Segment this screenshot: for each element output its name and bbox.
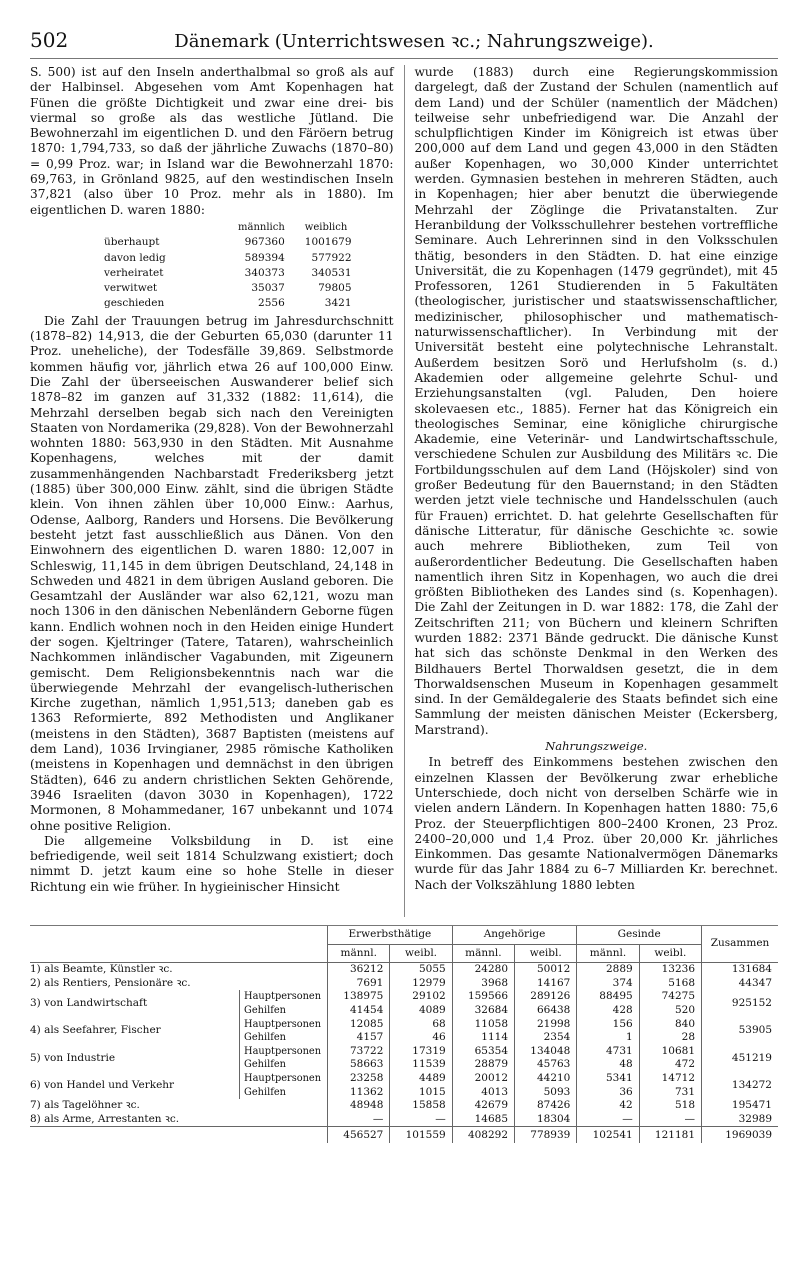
- total-cell: 134272: [702, 1072, 778, 1099]
- cell: 4157: [328, 1031, 390, 1045]
- cell: 1114: [452, 1031, 514, 1045]
- table-row: [30, 1113, 778, 1127]
- cell: 74275: [639, 990, 701, 1004]
- row-label: 3) von Landwirtschaft: [30, 997, 148, 1010]
- cell: 12085: [328, 1018, 390, 1032]
- cell: 840: [639, 1018, 701, 1032]
- cell: 35037: [251, 282, 285, 295]
- row-label: 8) als Arme, Arrestanten ꝛc.: [30, 1112, 180, 1125]
- cell: 88495: [577, 990, 639, 1004]
- cell: 48948: [328, 1099, 390, 1113]
- cell: 20012: [452, 1072, 514, 1086]
- cell: 11058: [452, 1018, 514, 1032]
- page-number: 502: [30, 28, 69, 52]
- paragraph: Die Zahl der Trauungen betrug im Jahresdurchschnitt (1878–82) 14,913, die der Geburten 65,030 (darunter 11 Proz. uneheliche), der Todesfälle 39,869. Selbstmorde kommen häufig vor, jährlich etwa 26 auf 100,000 Einw. Die Zahl der überseeischen Auswanderer belief sich 1878–82 im ganzen auf 31,332 (1882: 11,614), die Mehrzahl derselben begab sich nach den Vereinigten Staaten von Nordamerika (29,828). Von der Bewohnerzahl wohnten 1880: 563,930 in den Städten. Mit Ausnahme Kopenhagens, welches mit der damit zusammenhängenden Nachbarstadt Frederiksberg jetzt (1885) über 300,000 Einw. zählt, sind die übrigen Städte klein. Von ihnen zählen über 10,000 Einw.: Aarhus, Odense, Aalborg, Randers und Horsens. Die Bevölkerung besteht jetzt fast ausschließlich aus Dänen. Von den Einwohnern des eigentlichen D. waren 1880: 12,007 in Schleswig, 11,145 in dem übrigen Deutschland, 24,148 in Schweden und 4821 in dem übrigen Ausland geboren. Die Gesamtzahl der Ausländer war also 62,121, wozu man noch 1306 in den dänischen Nebenländern Geborne fügen kann. Endlich wohnen noch in den Heiden einige Hundert der sogen. Kjeltringer (Tatere, Tataren), wahrscheinlich Nachkommen inländischer Vagabunden, mit Zigeunern gemischt. Dem Religionsbekenntnis nach war die überwiegende Mehrzahl der evangelisch-lutherischen Kirche zugethan, nämlich 1,951,513; daneben gab es 1363 Reformierte, 892 Methodisten und Anglikaner (meistens in den Städten), 3687 Baptisten (meistens auf dem Land), 1036 Irvingianer, 2985 römische Katholiken (meistens in Kopenhagen und demnächst in den übrigen Städten), 646 zu andern christlichen Sekten Gehörende, 3946 Israeliten (davon 3030 in Kopenhagen), 1722 Mormonen, 8 Mohammedaner, 167 unbekannt und 1074 ohne positive Religion.: [30, 313, 394, 833]
- table-row: [30, 977, 778, 991]
- cell: —: [328, 1113, 390, 1127]
- table-row: [100, 281, 362, 296]
- cell: 46: [390, 1031, 452, 1045]
- page-header: [30, 28, 778, 59]
- cell: 374: [577, 977, 639, 991]
- cell: 340531: [311, 266, 352, 279]
- cell: 42679: [452, 1099, 514, 1113]
- paragraph: Die allgemeine Volksbildung in D. ist eine befriedigende, weil seit 1814 Schulzwang existiert; doch nimmt D. jetzt kaum eine so hohe Stelle in dieser Richtung ein wie früher. In hygieinischer Hinsicht: [30, 833, 394, 894]
- cell: 29102: [390, 990, 452, 1004]
- row-label: 7) als Tagelöhner ꝛc.: [30, 1099, 140, 1112]
- table-row: [30, 1072, 778, 1086]
- cell: 472: [639, 1058, 701, 1072]
- column-header: männlich: [238, 221, 285, 233]
- row-label: 5) von Industrie: [30, 1051, 116, 1064]
- table-row: [100, 235, 362, 250]
- cell: 731: [639, 1086, 701, 1100]
- total-cell: 44347: [702, 977, 778, 991]
- column-group-header: Erwerbsthätige: [328, 926, 453, 944]
- cell: 65354: [452, 1045, 514, 1059]
- sub-label: Hauptpersonen: [240, 1045, 328, 1059]
- column-group-header: Angehörige: [452, 926, 577, 944]
- column-header: weibl.: [515, 944, 577, 963]
- row-label: verheiratet: [104, 266, 164, 279]
- paragraph: wurde (1883) durch eine Regierungskommission dargelegt, daß der Zustand der Schulen (namentlich auf dem Land) und der Schüler (namentlich der Mädchen) teilweise sehr unbefriedigend war. Die Anzahl der schulpflichtigen Kinder im Königreich ist etwas über 200,000 auf dem Land und gegen 43,000 in den Städten außer Kopenhagen, wo 30,000 Kinder unterrichtet werden. Gymnasien bestehen in mehreren Städten, auch in Kopenhagen; hier aber benutzt die überwiegende Mehrzahl der Zöglinge die Privatanstalten. Zur Heranbildung der Volksschullehrer bestehen vortreffliche Seminare. Auch Lehrerinnen sind in den Volksschulen thätig, besonders in den Städten. D. hat eine einzige Universität, die zu Kopenhagen (1479 gegründet), mit 45 Professoren, 1261 Studierenden in 5 Fakultäten (theologischer, juristischer und staatswissenschaftlicher, medizinischer, philosophischer und mathematisch-naturwissenschaftlicher). In Verbindung mit der Universität besteht eine polytechnische Lehranstalt. Außerdem besitzen Sorö und Herlufsholm (s. d.) Akademien oder allgemeine gelehrte Schul- und Erziehungsanstalten (vgl. Paluden, Den hoiere skolevaesen etc., 1885). Ferner hat das Königreich ein theologisches Seminar, eine königliche chirurgische Akademie, eine Veterinär- und Landwirtschaftsschule, verschiedene Schulen zur Ausbildung des Militärs ꝛc. Die Fortbildungsschulen auf dem Land (Höjskoler) sind von großer Bedeutung für den Bauernstand; in den Städten werden jetzt viele technische und Handelsschulen (auch für Frauen) errichtet. D. hat gelehrte Gesellschaften für dänische Litteratur, für dänische Geschichte ꝛc. sowie auch mehrere Bibliotheken, zum Teil von außerordentlicher Bedeutung. Die Gesellschaften haben namentlich ihren Sitz in Kopenhagen, wo auch die drei größten Bibliotheken des Landes sind (s. Kopenhagen). Die Zahl der Zeitungen in D. war 1882: 178, die Zahl der Zeitschriften 211; von Büchern und kleinern Schriften wurden 1882: 2371 Bände gedruckt. Die dänische Kunst hat sich das schönste Denkmal in den Werken des Bildhauers Bertel Thorwaldsen gesetzt, die in dem Thorwaldsenschen Museum in Kopenhagen gesammelt sind. In der Gemäldegalerie des Staats befindet sich eine Sammlung der meisten dänischen Meister (Eckersberg, Marstrand).: [414, 65, 778, 737]
- column-header: weiblich: [304, 221, 348, 233]
- cell: 4089: [390, 1004, 452, 1018]
- total-cell: 32989: [702, 1113, 778, 1127]
- cell: 24280: [452, 963, 514, 977]
- cell: 5055: [390, 963, 452, 977]
- cell: 4013: [452, 1086, 514, 1100]
- row-label: 4) als Seefahrer, Fischer: [30, 1024, 161, 1037]
- cell: 11539: [390, 1058, 452, 1072]
- cell: —: [390, 1113, 452, 1127]
- column-group-header: Gesinde: [577, 926, 702, 944]
- cell: 2354: [515, 1031, 577, 1045]
- row-label: 6) von Handel und Verkehr: [30, 1078, 175, 1091]
- cell: 18304: [515, 1113, 577, 1127]
- cell: 48: [577, 1058, 639, 1072]
- cell: 14167: [515, 977, 577, 991]
- cell: 41454: [328, 1004, 390, 1018]
- cell: 428: [577, 1004, 639, 1018]
- total-cell: 101559: [390, 1127, 452, 1143]
- cell: 11362: [328, 1086, 390, 1100]
- row-label: 2) als Rentiers, Pensionäre ꝛc.: [30, 976, 191, 989]
- cell: —: [639, 1113, 701, 1127]
- cell: 44210: [515, 1072, 577, 1086]
- running-title: Dänemark (Unterrichtswesen ꝛc.; Nahrungszweige).: [174, 31, 654, 52]
- cell: 14712: [639, 1072, 701, 1086]
- occupation-table-section: [30, 925, 778, 1143]
- totals-row: [30, 1127, 778, 1143]
- cell: 12979: [390, 977, 452, 991]
- column-header: weibl.: [639, 944, 701, 963]
- table-row: [30, 1045, 778, 1059]
- cell: 520: [639, 1004, 701, 1018]
- row-label: geschieden: [104, 297, 165, 310]
- table-header-row: [100, 220, 362, 235]
- cell: 14685: [452, 1113, 514, 1127]
- cell: 1015: [390, 1086, 452, 1100]
- cell: 3968: [452, 977, 514, 991]
- sub-label: Hauptpersonen: [240, 1072, 328, 1086]
- sub-label: Gehilfen: [240, 1031, 328, 1045]
- cell: 2556: [258, 297, 285, 310]
- cell: 42: [577, 1099, 639, 1113]
- cell: 28879: [452, 1058, 514, 1072]
- sub-label: Gehilfen: [240, 1058, 328, 1072]
- cell: 5168: [639, 977, 701, 991]
- table-row: [30, 1099, 778, 1113]
- column-header: männl.: [577, 944, 639, 963]
- cell: 36: [577, 1086, 639, 1100]
- total-cell: 778939: [515, 1127, 577, 1143]
- cell: 50012: [515, 963, 577, 977]
- cell: 1: [577, 1031, 639, 1045]
- cell: 5093: [515, 1086, 577, 1100]
- cell: 577922: [311, 251, 352, 264]
- section-heading: Nahrungszweige.: [545, 739, 648, 754]
- table-row: [30, 1018, 778, 1032]
- total-cell: 408292: [452, 1127, 514, 1143]
- row-label: davon ledig: [104, 251, 166, 264]
- cell: 7691: [328, 977, 390, 991]
- cell: 138975: [328, 990, 390, 1004]
- sub-label: Gehilfen: [240, 1004, 328, 1018]
- table-row: [100, 251, 362, 266]
- sub-label: Hauptpersonen: [240, 1018, 328, 1032]
- cell: 15858: [390, 1099, 452, 1113]
- table-row: [100, 266, 362, 281]
- cell: 10681: [639, 1045, 701, 1059]
- cell: 87426: [515, 1099, 577, 1113]
- cell: 340373: [244, 266, 285, 279]
- row-label: 1) als Beamte, Künstler ꝛc.: [30, 963, 173, 976]
- left-column: [30, 65, 405, 917]
- cell: 28: [639, 1031, 701, 1045]
- cell: 589394: [244, 251, 285, 264]
- total-cell: 925152: [702, 990, 778, 1017]
- cell: 5341: [577, 1072, 639, 1086]
- cell: 1001679: [304, 236, 352, 249]
- total-cell: 102541: [577, 1127, 639, 1143]
- cell: 66438: [515, 1004, 577, 1018]
- total-cell: 456527: [328, 1127, 390, 1143]
- table-row: [30, 963, 778, 977]
- sub-label: Gehilfen: [240, 1086, 328, 1100]
- cell: 289126: [515, 990, 577, 1004]
- table-row: [100, 296, 362, 311]
- row-label: verwitwet: [104, 282, 158, 295]
- cell: 23258: [328, 1072, 390, 1086]
- marital-status-table: [100, 220, 362, 312]
- cell: 518: [639, 1099, 701, 1113]
- cell: 134048: [515, 1045, 577, 1059]
- paragraph: S. 500) ist auf den Inseln anderthalbmal so groß als auf der Halbinsel. Abgesehen vom Amt Kopenhagen hat Fünen die größte Dichtigkeit und zwar eine drei- bis viermal so große als das westliche Jütland. Die Bewohnerzahl im eigentlichen D. und den Färöern betrug 1870: 1,794,733, so daß der jährliche Zuwachs (1870–80) = 0,99 Proz. war; in Island war die Bewohnerzahl 1870: 69,763, in Grönland 9825, auf den westindischen Inseln 37,821 (also über 10 Proz. mehr als in 1880). Im eigentlichen D. waren 1880:: [30, 65, 394, 217]
- cell: 2889: [577, 963, 639, 977]
- cell: 17319: [390, 1045, 452, 1059]
- cell: —: [577, 1113, 639, 1127]
- cell: 68: [390, 1018, 452, 1032]
- right-column: [405, 65, 779, 917]
- cell: 36212: [328, 963, 390, 977]
- grand-total-cell: 1969039: [702, 1127, 778, 1143]
- column-header: weibl.: [390, 944, 452, 963]
- cell: 79805: [318, 282, 352, 295]
- total-cell: 451219: [702, 1045, 778, 1072]
- table-header-row: [30, 926, 778, 944]
- total-cell: 195471: [702, 1099, 778, 1113]
- cell: 45763: [515, 1058, 577, 1072]
- cell: 156: [577, 1018, 639, 1032]
- cell: 967360: [244, 236, 285, 249]
- cell: 58663: [328, 1058, 390, 1072]
- text-columns: [30, 65, 778, 917]
- table-row: [30, 990, 778, 1004]
- column-group-header: Zusammen: [702, 926, 778, 963]
- cell: 32684: [452, 1004, 514, 1018]
- cell: 4731: [577, 1045, 639, 1059]
- total-cell: 53905: [702, 1018, 778, 1045]
- cell: 4489: [390, 1072, 452, 1086]
- paragraph: In betreff des Einkommens bestehen zwischen den einzelnen Klassen der Bevölkerung zwar erhebliche Unterschiede, doch nicht von derselben Schärfe wie in vielen andern Ländern. In Kopenhagen hatten 1880: 75,6 Proz. der Steuerpflichtigen 800–2400 Kronen, 23 Proz. 2400–20,000 und 1,4 Proz. über 20,000 Kr. jährliches Einkommen. Das gesamte Nationalvermögen Dänemarks wurde für das Jahr 1884 zu 6–7 Milliarden Kr. berechnet. Nach der Volkszählung 1880 lebten: [414, 755, 778, 892]
- column-header: männl.: [328, 944, 390, 963]
- cell: 13236: [639, 963, 701, 977]
- occupation-table: [30, 926, 778, 1143]
- total-cell: 121181: [639, 1127, 701, 1143]
- cell: 159566: [452, 990, 514, 1004]
- cell: 3421: [324, 297, 352, 310]
- sub-label: Hauptpersonen: [240, 990, 328, 1004]
- total-cell: 131684: [702, 963, 778, 977]
- column-header: männl.: [452, 944, 514, 963]
- cell: 21998: [515, 1018, 577, 1032]
- row-label: überhaupt: [104, 236, 160, 249]
- cell: 73722: [328, 1045, 390, 1059]
